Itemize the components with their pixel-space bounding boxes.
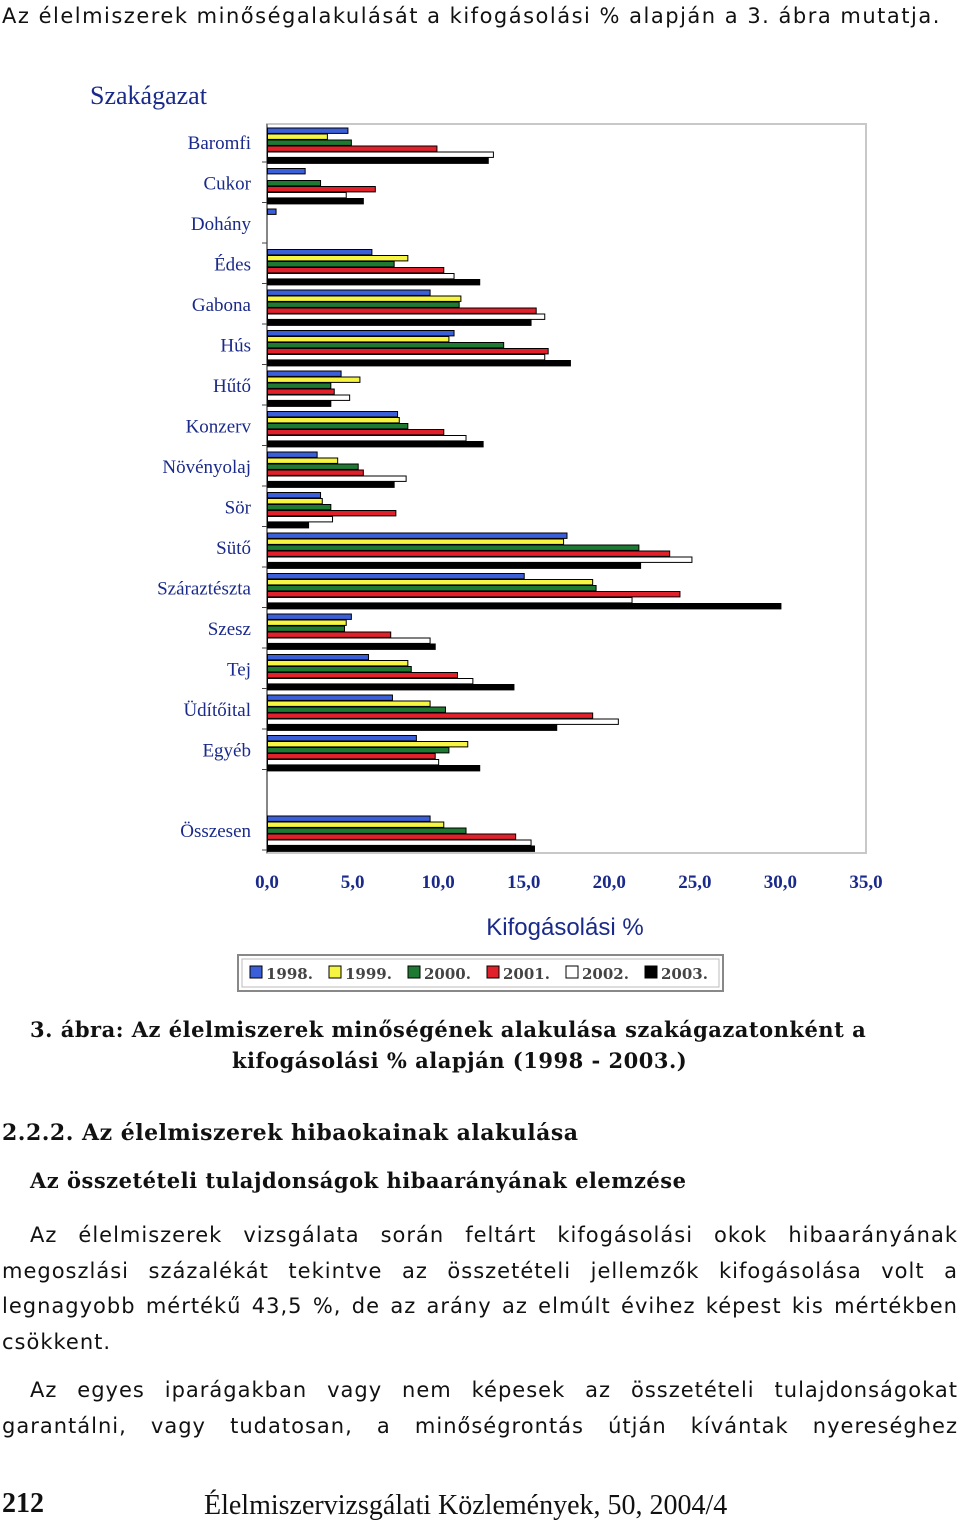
category-label: Édes [214,254,251,276]
legend-label: 2003. [661,965,708,983]
bar [268,592,680,597]
bar [268,574,525,579]
bar [268,337,449,342]
x-tick-label: 5,0 [340,872,365,893]
bar [268,476,407,481]
category-label: Összesen [180,821,251,842]
bar [268,412,398,417]
legend-swatch [250,966,262,978]
bar [268,193,347,198]
bar [268,725,557,730]
bar [268,152,494,157]
bar [268,187,376,192]
bar [268,308,537,313]
bar [268,545,639,550]
bar [268,493,321,498]
bar [268,517,333,522]
bar [268,442,484,447]
x-tick-label: 0,0 [255,872,279,893]
bar [268,614,352,619]
category-label: Baromfi [187,133,251,154]
bar [268,695,393,700]
bar [268,280,480,285]
bar [268,371,342,376]
bar [268,302,460,307]
legend-label: 1999. [345,965,392,983]
bar [268,134,328,139]
legend-swatch [566,966,578,978]
bar-chart [0,70,960,1000]
bar [268,736,417,741]
bar [268,539,564,544]
bar [268,644,436,649]
body-paragraph-1: Az élelmiszerek vizsgálata során feltárt kifogásolási okok hibaarányának megoszlási százalékát tekintve az összetételi jellemzők kifogásolása volt a legnagyobb mértékű 43,5 %, de az arány az elmúlt évihez képest kis mértékben csökkent. [2,1223,958,1354]
bar [268,320,532,325]
category-axis-title: Szakágazat [90,81,207,110]
category-label: Egyéb [202,740,251,762]
x-tick-label: 15,0 [507,872,541,893]
bar [268,250,372,255]
bar [268,436,467,441]
bar [268,760,439,765]
bar [268,563,641,568]
legend-label: 2002. [582,965,629,983]
intro-paragraph: Az élelmiszerek minőségalakulását a kifogásolási % alapján a 3. ábra mutatja. [2,4,941,28]
bar [268,424,408,429]
figure-caption-line1: 3. ábra: Az élelmiszerek minőségének alakulása szakágazatonként a [30,1017,867,1042]
bar [268,707,446,712]
bar [268,464,359,469]
legend [238,955,723,991]
bar [268,638,431,643]
bar [268,470,364,475]
bar [268,748,449,753]
bar [268,626,345,631]
bar [268,586,597,591]
bar [268,816,431,821]
bar [268,828,467,833]
bar [268,598,633,603]
bar [268,505,331,510]
x-tick-label: 35,0 [849,872,883,893]
bar [268,290,431,295]
bar [268,314,545,319]
bar [268,719,619,724]
x-tick-label: 25,0 [678,872,712,893]
bar [268,661,408,666]
category-label: Növényolaj [162,457,251,478]
legend-swatch [329,966,341,978]
legend-swatch [487,966,499,978]
bar [268,296,461,301]
bar [268,355,545,360]
bar [268,128,348,133]
category-label: Tej [227,659,251,681]
bar [268,389,335,394]
bar [268,452,318,457]
bar [268,685,514,690]
legend-label: 2000. [424,965,471,983]
bar [268,551,670,556]
category-label: Hús [220,335,251,357]
bar [268,343,504,348]
bar [268,511,396,516]
bar [268,169,306,174]
body-paragraph-2: Az egyes iparágakban vagy nem képesek az összetételi tulajdonságokat garantálni, vagy tudatosan, a minőségrontás útján kívántak nyereséghez [2,1378,958,1438]
bar [268,766,480,771]
category-label: Száraztészta [157,578,251,600]
legend-swatch [645,966,657,978]
bar [268,361,571,366]
bar [268,383,331,388]
category-label: Üdítőital [183,700,251,721]
bar [268,754,436,759]
bar [268,199,364,204]
x-tick-label: 10,0 [421,872,455,893]
bar [268,430,444,435]
bar [268,822,444,827]
bar [268,679,473,684]
bar [268,158,489,163]
category-label: Konzerv [185,416,251,438]
bar [268,268,444,273]
bar [268,349,549,354]
bar [268,632,391,637]
category-label: Gabona [191,295,251,316]
plot-area [157,124,883,893]
bar [268,557,692,562]
bar [268,846,535,851]
section-heading: 2.2.2. Az élelmiszerek hibaokainak alakulása [2,1120,579,1146]
sub-heading: Az összetételi tulajdonságok hibaarányának elemzése [30,1168,687,1193]
category-label: Cukor [203,173,251,195]
journal-title: Élelmiszervizsgálati Közlemények, 50, 2004/4 [204,1490,728,1521]
bar [268,701,431,706]
bar [268,523,309,528]
category-label: Hűtő [213,376,251,397]
bar [268,418,400,423]
bar [268,256,408,261]
bar [268,395,350,400]
bar [268,377,360,382]
bar [268,331,455,336]
bar [268,458,338,463]
bar [268,146,437,151]
bar [268,580,593,585]
legend-swatch [408,966,420,978]
bar [268,274,455,279]
bar [268,620,347,625]
bar [268,604,781,609]
page-number: 212 [2,1488,44,1519]
bar [268,655,369,660]
bar [268,209,277,214]
legend-label: 1998. [266,965,313,983]
bar [268,667,412,672]
bar [268,673,458,678]
x-tick-label: 20,0 [592,872,626,893]
x-tick-label: 30,0 [763,872,798,893]
bar [268,262,395,267]
bar [268,499,323,504]
bar [268,713,593,718]
x-axis-title: Kifogásolási % [486,914,644,941]
bar [268,401,331,406]
bar [268,181,321,186]
category-label: Sör [224,497,251,519]
figure-caption-line2: kifogásolási % alapján (1998 - 2003.) [232,1048,688,1073]
bar [268,533,568,538]
category-label: Szesz [207,619,251,640]
bar [268,840,532,845]
category-label: Dohány [190,214,251,235]
bar [268,140,352,145]
legend-label: 2001. [503,965,550,983]
bar [268,834,516,839]
bar [268,482,395,487]
category-label: Sütő [216,538,251,559]
bar [268,742,468,747]
